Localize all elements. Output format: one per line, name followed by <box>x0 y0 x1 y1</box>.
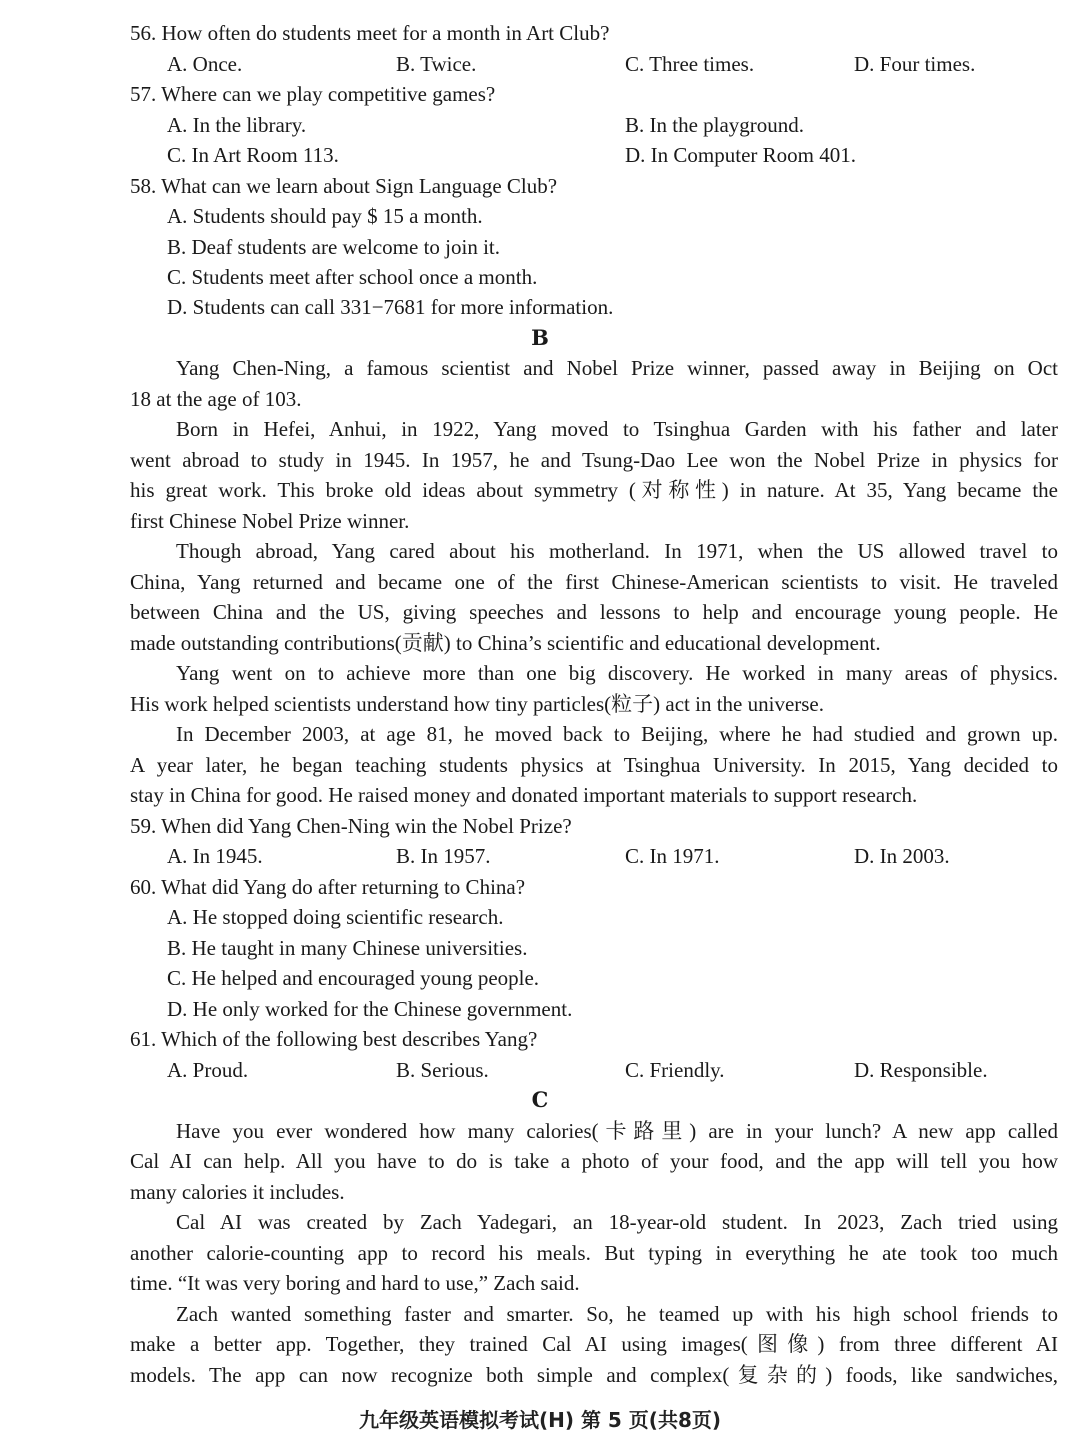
option-d: D. In 2003. <box>854 844 950 868</box>
question-60-option-d: D. He only worked for the Chinese government. <box>167 997 573 1021</box>
passage-b-line: His work helped scientists understand how tiny particles(粒子) act in the universe. <box>130 692 825 716</box>
passage-c-line: another calorie-counting app to record his meals. But typing in everything he ate took too much <box>130 1241 1058 1265</box>
passage-c-line: models. The app can now recognize both simple and complex(复杂的) foods, like sandwiches, <box>130 1363 1058 1387</box>
option-c: C. In 1971. <box>625 844 720 868</box>
passage-c-line: Cal AI can help. All you have to do is take a photo of your food, and the app will tell you how <box>130 1149 1058 1173</box>
question-58-option-d: D. Students can call 331−7681 for more information. <box>167 295 614 319</box>
question-61-options <box>167 1055 1057 1085</box>
question-58-stem: 58. What can we learn about Sign Language Club? <box>130 174 558 198</box>
passage-c-line: Have you ever wondered how many calories(卡路里) are in your lunch? A new app called <box>176 1119 1058 1143</box>
passage-c-line: time. “It was very boring and hard to use,” Zach said. <box>130 1271 580 1295</box>
passage-c-line: Zach wanted something faster and smarter. So, he teamed up with his high school friends to <box>176 1302 1058 1326</box>
passage-b-line: Though abroad, Yang cared about his motherland. In 1971, when the US allowed travel to <box>176 539 1058 563</box>
page-footer: 九年级英语模拟考试(H) 第 5 页(共8页) <box>358 1408 722 1432</box>
passage-c-line: many calories it includes. <box>130 1180 345 1204</box>
passage-b-line: his great work. This broke old ideas about symmetry (对称性) in nature. At 35, Yang became the <box>130 478 1058 502</box>
option-b: B. Serious. <box>396 1058 489 1082</box>
option-b: B. In the playground. <box>625 113 805 137</box>
passage-b-line: 18 at the age of 103. <box>130 387 302 411</box>
question-61-stem: 61. Which of the following best describes Yang? <box>130 1027 538 1051</box>
question-57-options-row2 <box>167 140 1057 170</box>
passage-b-line: A year later, he began teaching students physics at Tsinghua University. In 2015, Yang decided to <box>130 753 1058 777</box>
passage-b-line: first Chinese Nobel Prize winner. <box>130 509 410 533</box>
question-60-option-c: C. He helped and encouraged young people. <box>167 966 540 990</box>
passage-b-line: went abroad to study in 1945. In 1957, he and Tsung-Dao Lee won the Nobel Prize in physics for <box>130 448 1058 472</box>
question-59-stem: 59. When did Yang Chen-Ning win the Nobel Prize? <box>130 814 572 838</box>
passage-b-line: made outstanding contributions(贡献) to China’s scientific and educational development. <box>130 631 881 655</box>
question-56-options <box>167 49 1057 79</box>
passage-b-line: In December 2003, at age 81, he moved back to Beijing, where he had studied and grown up. <box>176 722 1058 746</box>
option-d: D. In Computer Room 401. <box>625 143 856 167</box>
option-a: A. In the library. <box>167 113 307 137</box>
section-b-heading: B <box>531 325 549 350</box>
question-58-option-b: B. Deaf students are welcome to join it. <box>167 235 500 259</box>
passage-b-line: Yang went on to achieve more than one big discovery. He worked in many areas of physics. <box>176 661 1058 685</box>
question-58-option-a: A. Students should pay $ 15 a month. <box>167 204 483 228</box>
option-b: B. In 1957. <box>396 844 491 868</box>
question-60-option-a: A. He stopped doing scientific research. <box>167 905 504 929</box>
question-56-stem: 56. How often do students meet for a month in Art Club? <box>130 21 610 45</box>
question-57-options-row1 <box>167 110 1057 140</box>
passage-b-line: China, Yang returned and became one of the first Chinese-American scientists to visit. He traveled <box>130 570 1058 594</box>
option-a: A. Proud. <box>167 1058 249 1082</box>
question-59-options <box>167 841 1057 871</box>
passage-c-line: make a better app. Together, they trained Cal AI using images(图像) from three different AI <box>130 1332 1058 1356</box>
passage-b-line: Born in Hefei, Anhui, in 1922, Yang moved to Tsinghua Garden with his father and later <box>176 417 1058 441</box>
option-b: B. Twice. <box>396 52 477 76</box>
question-57-stem: 57. Where can we play competitive games? <box>130 82 496 106</box>
option-c: C. Three times. <box>625 52 755 76</box>
question-60-stem: 60. What did Yang do after returning to China? <box>130 875 526 899</box>
option-d: D. Four times. <box>854 52 976 76</box>
option-a: A. Once. <box>167 52 243 76</box>
passage-b-line: between China and the US, giving speeches and lessons to help and encourage young people. He <box>130 600 1058 624</box>
passage-b-line: Yang Chen-Ning, a famous scientist and Nobel Prize winner, passed away in Beijing on Oct <box>176 356 1058 380</box>
passage-b-line: stay in China for good. He raised money and donated important materials to support research. <box>130 783 918 807</box>
option-c: C. Friendly. <box>625 1058 725 1082</box>
option-c: C. In Art Room 113. <box>167 143 339 167</box>
option-d: D. Responsible. <box>854 1058 988 1082</box>
question-60-option-b: B. He taught in many Chinese universities. <box>167 936 528 960</box>
section-c-heading: C <box>531 1087 549 1112</box>
passage-c-line: Cal AI was created by Zach Yadegari, an 18-year-old student. In 2023, Zach tried using <box>176 1210 1058 1234</box>
question-58-option-c: C. Students meet after school once a month. <box>167 265 538 289</box>
option-a: A. In 1945. <box>167 844 263 868</box>
